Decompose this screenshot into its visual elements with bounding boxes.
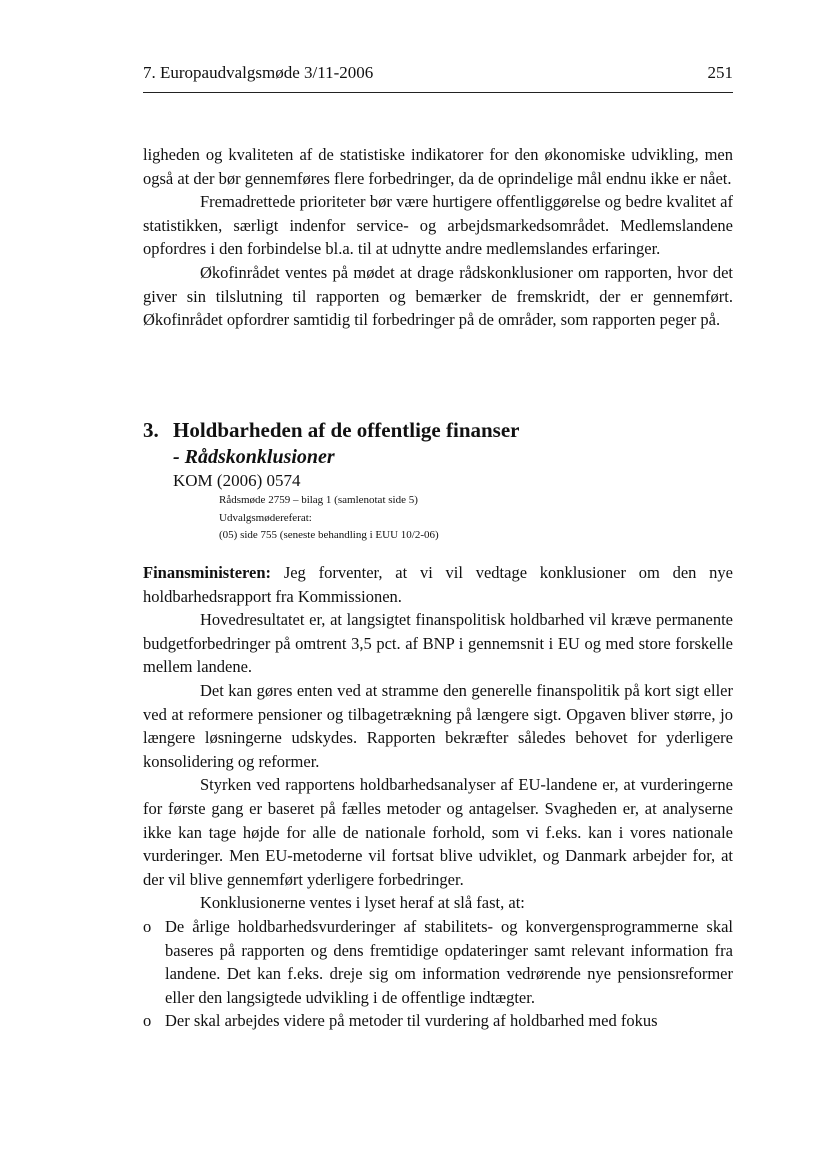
intro-text <box>143 143 733 332</box>
running-header <box>143 61 733 89</box>
speech-text <box>143 561 733 1033</box>
paragraph: Det kan gøres enten ved at stramme den generelle finanspolitik på kort sigt eller ved at reformere pensioner og tilbagetrækning på længere sigt. Opgaven bliver større, jo længere løsningerne udskydes. Rapporten bekræfter således behovet for yderligere konsolidering og reformer. <box>143 680 733 771</box>
paragraph: Konklusionerne ventes i lyset heraf at slå fast, at: <box>200 893 525 913</box>
list-item-text: Der skal arbejdes videre på metoder til vurdering af holdbarhed med fokus <box>165 1011 658 1031</box>
reference-line: Udvalgsmødereferat: <box>219 511 312 524</box>
section-number: 3. <box>143 418 159 442</box>
paragraph: Økofinrådet ventes på mødet at drage rådskonklusioner om rapporten, hvor det giver sin tilslutning til rapporten og bemærker de fremskridt, der er gennemført. Økofinrådet opfordrer samtidig til forbedringer på de områder, som rapporten peger på. <box>143 262 733 330</box>
section-title <box>143 416 733 444</box>
reference-notes <box>143 492 733 545</box>
bullet-marker: o <box>143 1011 152 1031</box>
reference-line: Rådsmøde 2759 – bilag 1 (samlenotat side 5) <box>219 494 418 506</box>
speaker-name: Finansministeren: <box>143 563 272 582</box>
list-item-text: De årlige holdbarhedsvurderinger af stabilitets- og konvergensprogrammerne skal baseres på rapporten og dens fremtidige opdateringer samt relevant information fra landene. Det kan f.eks. dreje sig om information vedrørende nye pensionsreformer eller den langsigtede udvikling i de offentlige indtægter. <box>165 916 733 1007</box>
header-title: 7. Europaudvalgsmøde 3/11-2006 <box>143 63 374 82</box>
conclusion-list <box>143 915 733 1033</box>
section-subtitle: - Rådskonklusioner <box>173 446 335 468</box>
paragraph: ligheden og kvaliteten af de statistiske indikatorer for den økonomiske udvikling, men også at der bør gennemføres flere forbedringer, da de oprindelige mål endnu ikke er nået. <box>143 145 733 188</box>
kom-reference: KOM (2006) 0574 <box>173 471 301 490</box>
page-number: 251 <box>707 63 733 82</box>
reference-line: (05) side 755 (seneste behandling i EUU 10/2-06) <box>219 529 439 541</box>
section-heading-block <box>143 416 733 545</box>
paragraph: Fremadrettede prioriteter bør være hurtigere offentliggørelse og bedre kvalitet af statistikken, særligt indenfor service- og arbejdsmarkedsområdet. Medlemslandene opfordres i den forbindelse bl.a. til at udnytte andre medlemslandes erfaringer. <box>143 192 733 259</box>
paragraph: Styrken ved rapportens holdbarhedsanalyser af EU-landene er, at vurderingerne for første gang er baseret på fælles metoder og antagelser. Svagheden er, at analyserne ikke kan tage højde for alle de nationale forhold, som vi f.eks. kan i vores nationale vurderinger. Men EU-metoderne vil fortsat blive udviklet, og Danmark arbejder for, at der vil blive gennemført yderligere forbedringer. <box>143 775 733 889</box>
bullet-marker: o <box>143 916 152 936</box>
section-title-text: Holdbarheden af de offentlige finanser <box>173 418 520 442</box>
paragraph: Hovedresultatet er, at langsigtet finanspolitisk holdbarhed vil kræve permanente budgetforbedringer på omtrent 3,5 pct. af BNP i gennemsnit i EU og med store forskelle mellem landene. <box>143 610 733 677</box>
paragraph <box>143 561 733 608</box>
header-divider <box>143 92 733 93</box>
speaker-statement: Jeg forventer, at vi vil vedtage konklusioner om den nye holdbarhedsrapport fra Kommissionen. <box>143 563 733 606</box>
list-item <box>143 1009 733 1033</box>
list-item <box>143 915 733 1009</box>
